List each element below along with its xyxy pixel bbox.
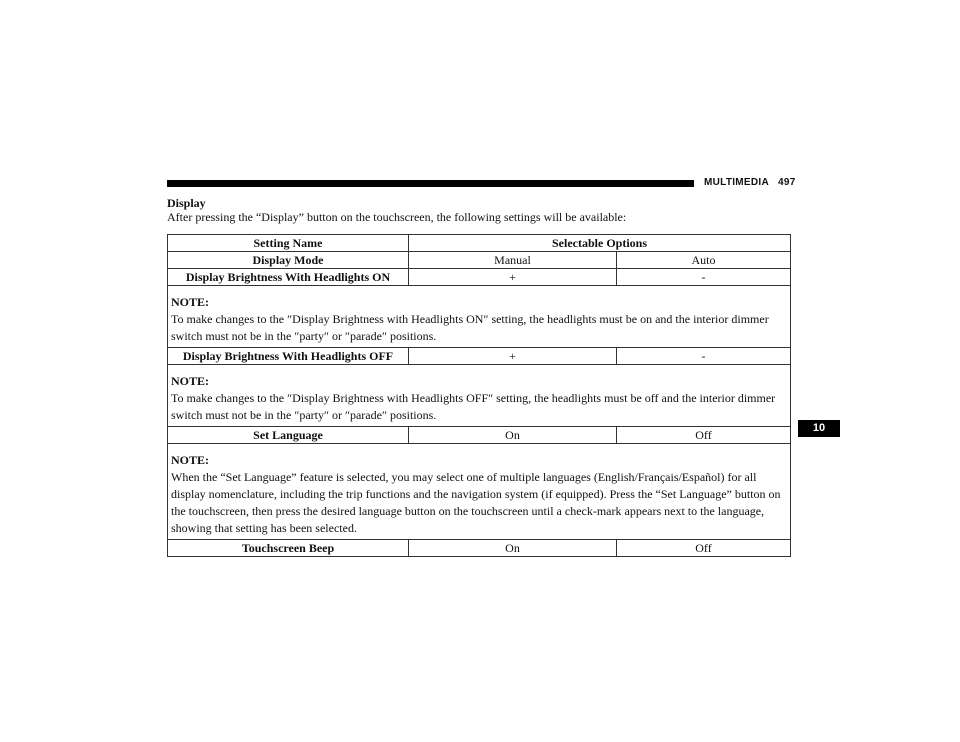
note-cell: [168, 444, 791, 540]
chapter-tab: 10: [798, 420, 840, 437]
table-row: [168, 269, 791, 286]
note-cell: [168, 286, 791, 348]
note-text: When the “Set Language” feature is selected, you may select one of multiple languages (English/Français/Español) for all display nomenclature, including the trip functions and the navigation system (if equipped). Press the “Set Language” button on the touchscreen, then press the desired language button on the touchscreen until a check-mark appears next to the language, showing that setting has been selected.: [171, 470, 781, 535]
table-row: [168, 348, 791, 365]
intro-paragraph: After pressing the “Display” button on the touchscreen, the following settings will be available:: [167, 210, 627, 224]
setting-name: Display Brightness With Headlights ON: [168, 269, 409, 286]
option-value: Auto: [617, 252, 791, 269]
option-value: +: [409, 269, 617, 286]
page-number: 497: [778, 177, 796, 188]
option-value: -: [617, 269, 791, 286]
note-label: NOTE:: [171, 453, 210, 467]
note-cell: [168, 365, 791, 427]
note-row: [168, 286, 791, 348]
note-row: [168, 444, 791, 540]
table-row: [168, 540, 791, 557]
note-label: NOTE:: [171, 374, 210, 388]
setting-name: Touchscreen Beep: [168, 540, 409, 557]
note-text: To make changes to the ″Display Brightness with Headlights OFF″ setting, the headlights must be off and the interior dimmer switch must not be in the ″party″ or ″parade″ positions.: [171, 391, 776, 422]
note-text: To make changes to the ″Display Brightness with Headlights ON″ setting, the headlights must be on and the interior dimmer switch must not be in the ″party″ or ″parade″ positions.: [171, 312, 769, 343]
header-rule: [167, 180, 694, 187]
setting-name: Set Language: [168, 427, 409, 444]
option-value: +: [409, 348, 617, 365]
running-header: [704, 177, 805, 188]
option-value: Off: [617, 540, 791, 557]
settings-table: [167, 234, 791, 557]
option-value: On: [409, 427, 617, 444]
option-value: Off: [617, 427, 791, 444]
table-row: [168, 252, 791, 269]
note-row: [168, 365, 791, 427]
setting-name: Display Mode: [168, 252, 409, 269]
option-value: -: [617, 348, 791, 365]
table-row: [168, 427, 791, 444]
option-value: On: [409, 540, 617, 557]
section-title: MULTIMEDIA: [704, 177, 770, 188]
column-header-options: Selectable Options: [409, 235, 791, 252]
option-value: Manual: [409, 252, 617, 269]
setting-name: Display Brightness With Headlights OFF: [168, 348, 409, 365]
section-heading: Display: [167, 196, 206, 210]
table-header-row: [168, 235, 791, 252]
note-label: NOTE:: [171, 295, 210, 309]
column-header-setting: Setting Name: [168, 235, 409, 252]
